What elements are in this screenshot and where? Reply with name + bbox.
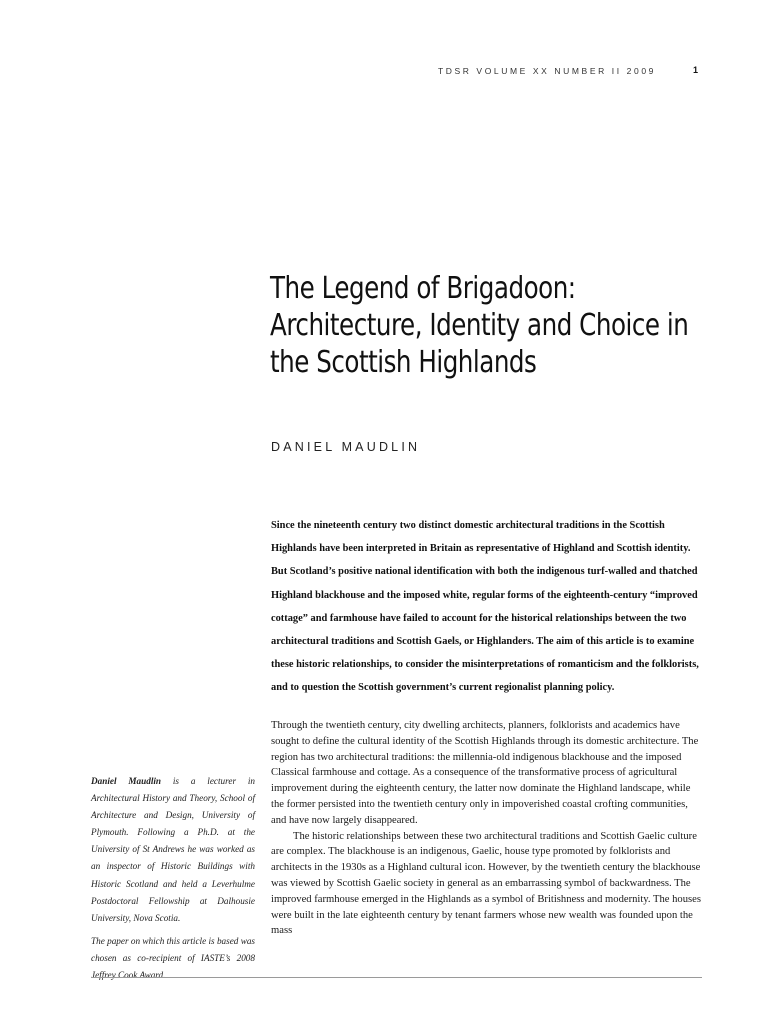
author-bio: [91, 773, 255, 927]
award-note: The paper on which this article is based was chosen as co-recipient of IASTE’s 2008 Jeffrey Cook Award.: [91, 935, 255, 981]
author-bio-text: is a lecturer in Architectural History and Theory, School of Architecture and Design, University of Plymouth. Following a Ph.D. at the University of St Andrews he was worked as an inspector of Historic Buildings with Historic Scotland and held a Leverhulme Postdoctoral Fellowship at Dalhousie University, Nova Scotia.: [91, 776, 255, 923]
article-author: DANIEL MAUDLIN: [271, 440, 421, 454]
body-paragraph-1: Through the twentieth century, city dwelling architects, planners, folklorists and academics have sought to define the cultural identity of the Scottish Highlands through its domestic architecture. The region has two architectural traditions: the millennia-old indigenous blackhouse and the imposed Classical farmhouse and cottage. As a consequence of the transformative process of agricultural improvement during the eighteenth century, the latter now dominate the Highland landscape, while the former persisted into the twentieth century only in impoverished coastal crofting communities, and have now largely disappeared.: [271, 720, 699, 826]
author-sidebar: [91, 773, 255, 990]
journal-running-head: TDSR VOLUME XX NUMBER II 2009: [437, 66, 656, 76]
author-bio-name: Daniel Maudlin: [91, 776, 162, 786]
article-abstract: Since the nineteenth century two distinct domestic architectural traditions in the Scottish Highlands have been interpreted in Britain as representative of Highland and Scottish identity. But Scotland’s positive national identification with both the indigenous turf-walled and thatched Highland blackhouse and the imposed white, regular forms of the eighteenth-century “improved cottage” and farmhouse have failed to account for the historical relationships between the two architectural traditions and Scottish Gaels, or Highlanders. The aim of this article is to examine these historic relationships, to consider the misinterpretations of romanticism and the folklorists, and to question the Scottish government’s current regionalist planning policy.: [271, 520, 699, 694]
page-number: 1: [692, 65, 698, 75]
body-paragraph-2: The historic relationships between these two architectural traditions and Scottish Gaelic culture are complex. The blackhouse is an indigenous, Gaelic, house type promoted by folklorists and architects in the 1930s as a Highland cultural icon. However, by the twentieth century the blackhouse was viewed by Scottish Gaelic society in general as an embarrassing symbol of backwardness. The improved farmhouse emerged in the Highlands as a symbol of Britishness and modernity. The houses were built in the late eighteenth century by tenant farmers whose new wealth was founded upon the mass: [271, 830, 701, 937]
running-header: [0, 66, 768, 80]
article-body: [271, 718, 703, 939]
footer-rule: [91, 977, 702, 978]
article-title: The Legend of Brigadoon: Architecture, Identity and Choice in the Scottish Highlands: [270, 271, 689, 380]
